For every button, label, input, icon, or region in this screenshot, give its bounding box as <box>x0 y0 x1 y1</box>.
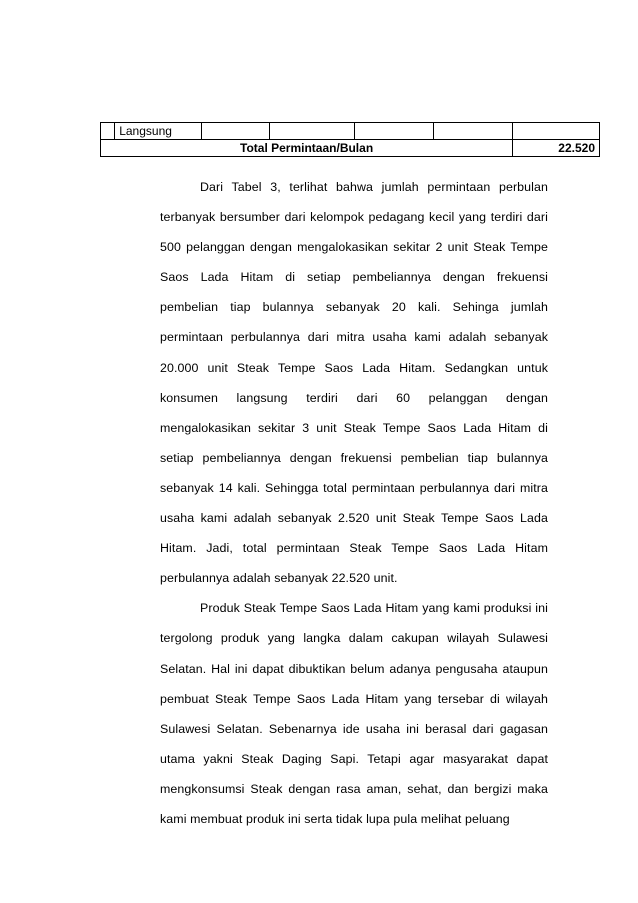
table-cell <box>355 123 434 140</box>
table-cell <box>101 123 115 140</box>
body-text <box>160 172 548 834</box>
table-cell <box>202 123 270 140</box>
table-cell <box>513 123 600 140</box>
paragraph-product-description: Produk Steak Tempe Saos Lada Hitam yang kami produksi ini tergolong produk yang langka dalam cakupan wilayah Sulawesi Selatan. Hal ini dapat dibuktikan belum adanya pengusaha ataupun pembuat Steak Tempe Saos Lada Hitam yang tersebar di wilayah Sulawesi Selatan. Sebenarnya ide usaha ini berasal dari gagasan utama yakni Steak Daging Sapi. Tetapi agar masyarakat dapat mengkonsumsi Steak dengan rasa aman, sehat, dan bergizi maka kami membuat produk ini serta tidak lupa pula melihat peluang <box>160 601 548 826</box>
row-label-langsung: Langsung <box>115 123 202 140</box>
table-cell <box>434 123 513 140</box>
total-label: Total Permintaan/Bulan <box>101 140 513 157</box>
total-value: 22.520 <box>513 140 600 157</box>
demand-table-fragment <box>100 122 600 157</box>
table-total-row <box>101 140 600 157</box>
table-cell <box>270 123 355 140</box>
table-row <box>101 123 600 140</box>
paragraph-demand-summary: Dari Tabel 3, terlihat bahwa jumlah permintaan perbulan terbanyak bersumber dari kelompok pedagang kecil yang terdiri dari 500 pelanggan dengan mengalokasikan sekitar 2 unit Steak Tempe Saos Lada Hitam di setiap pembeliannya dengan frekuensi pembelian tiap bulannya sebanyak 20 kali. Sehinga jumlah permintaan perbulannya dari mitra usaha kami adalah sebanyak 20.000 unit Steak Tempe Saos Lada Hitam. Sedangkan untuk konsumen langsung terdiri dari 60 pelanggan dengan mengalokasikan sekitar 3 unit Steak Tempe Saos Lada Hitam di setiap pembeliannya dengan frekuensi pembelian tiap bulannya sebanyak 14 kali. Sehingga total permintaan perbulannya dari mitra usaha kami adalah sebanyak 2.520 unit Steak Tempe Saos Lada Hitam. Jadi, total permintaan Steak Tempe Saos Lada Hitam perbulannya adalah sebanyak 22.520 unit. <box>160 180 548 586</box>
